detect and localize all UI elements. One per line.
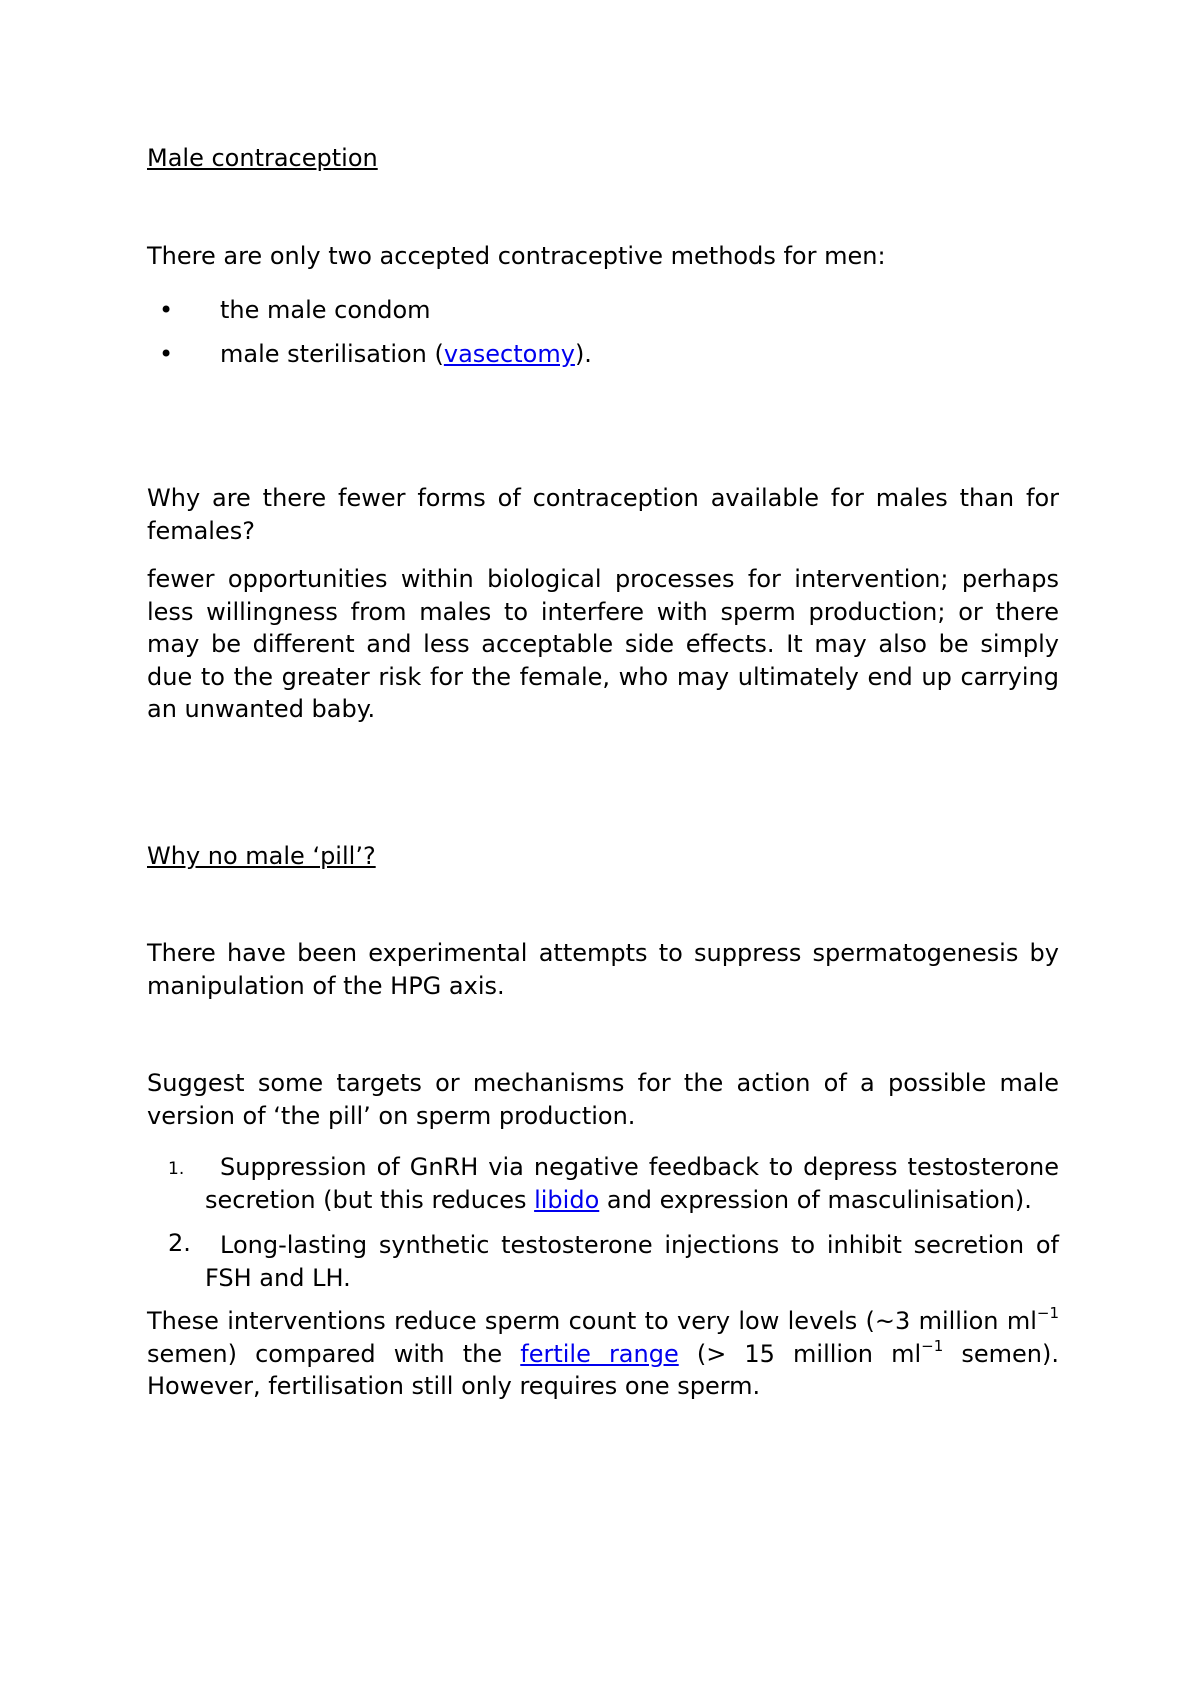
question-paragraph: Suggest some targets or mechanisms for the action of a possible male version of ‘the pill’ on sperm production.: [147, 1069, 1059, 1130]
superscript: −1: [921, 1336, 944, 1355]
body-paragraph: There have been experimental attempts to suppress spermatogenesis by manipulation of the HPG axis.: [147, 939, 1059, 1000]
libido-link[interactable]: libido: [534, 1185, 600, 1214]
superscript: −1: [1036, 1304, 1059, 1322]
list-marker: 2.: [168, 1229, 191, 1257]
list-item: Long-lasting synthetic testosterone injections to inhibit secretion of FSH and LH.: [205, 1231, 1059, 1292]
vasectomy-link[interactable]: vasectomy: [443, 340, 575, 368]
list-item: the male condom: [220, 296, 431, 324]
section-heading: Why no male ‘pill’?: [147, 842, 376, 870]
conclusion-text: These interventions reduce sperm count to very low levels (~3 million ml: [147, 1307, 1037, 1335]
page-title: [147, 142, 1059, 175]
bullet-icon: •: [159, 296, 174, 324]
answer-paragraph: fewer opportunities within biological processes for intervention; perhaps less willingness from males to interfere with sperm production; or there may be different and less acceptable side effects. It may also be simply due to the greater risk for the female, who may ultimately end up carrying an unwanted baby.: [147, 565, 1059, 723]
conclusion-text: semen). However, fertilisation still only requires one sperm.: [147, 1339, 1059, 1400]
list-item-text: and expression of masculinisation).: [599, 1185, 1032, 1214]
title-text: Male contraception: [147, 144, 378, 172]
list-item-text: Suppression of GnRH via negative feedback to depress testosterone secretion (but this reduces: [205, 1153, 1059, 1214]
fertile-range-link[interactable]: fertile range: [520, 1339, 679, 1368]
list-item: [205, 1151, 1059, 1216]
conclusion-text: (> 15 million ml: [678, 1339, 922, 1368]
list-item-text: male sterilisation (: [220, 340, 444, 368]
conclusion-paragraph: [147, 1305, 1059, 1403]
list-item: [220, 340, 592, 368]
question-paragraph: Why are there fewer forms of contraception available for males than for females?: [147, 484, 1059, 545]
list-marker: 1.: [168, 1159, 185, 1179]
bullet-icon: •: [159, 340, 174, 368]
intro-paragraph: There are only two accepted contraceptive methods for men:: [147, 242, 886, 270]
list-item-text: ).: [574, 340, 592, 368]
conclusion-text: semen) compared with the: [147, 1339, 521, 1368]
